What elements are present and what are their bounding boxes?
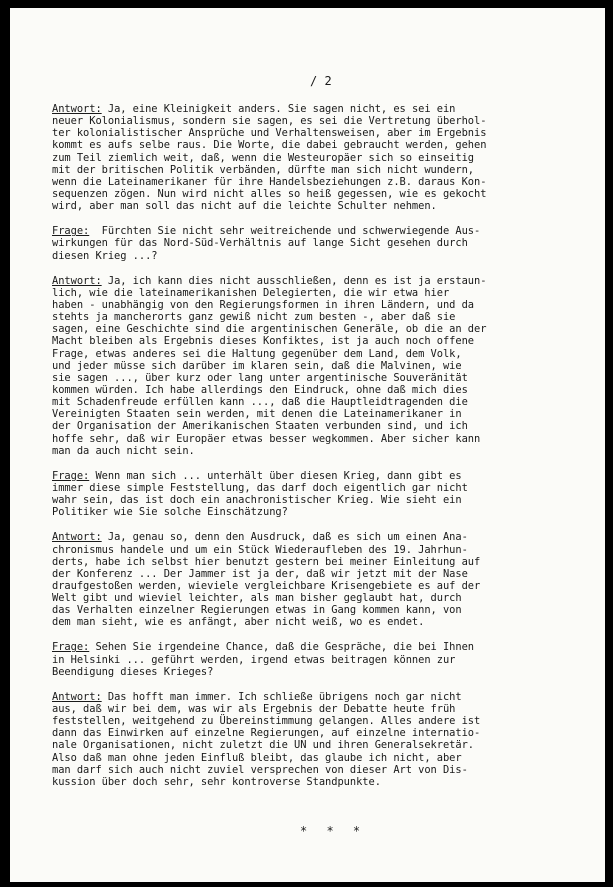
text-line xyxy=(52,470,572,482)
end-mark: * * * xyxy=(300,824,367,838)
text-line xyxy=(52,531,572,543)
text-line: ter kolonialistischer Ansprüche und Verhaltensweisen, aber im Ergebnis xyxy=(52,127,487,140)
speaker-label: Antwort: xyxy=(52,274,102,287)
text-line: wird, aber man soll das nicht auf die leichte Schulter nehmen. xyxy=(52,200,437,213)
paragraph xyxy=(52,531,572,628)
paragraph xyxy=(52,691,572,788)
line-text: Fürchten Sie nicht sehr weitreichende und schwerwiegende Aus- xyxy=(89,225,481,238)
speaker-label: Antwort: xyxy=(52,690,102,703)
text-line: stehts ja mancherorts ganz gewiß nicht zum besten -, aber daß sie xyxy=(52,311,456,324)
speaker-label: Antwort: xyxy=(52,531,102,544)
text-line: sequenzen zögen. Nun wird nicht alles so heiß gegessen, wie es gekocht xyxy=(52,187,487,200)
text-line: immer diese simple Feststellung, das darf doch eigentlich gar nicht xyxy=(52,481,468,494)
text-line: wirkungen für das Nord-Süd-Verhältnis auf lange Sicht gesehen durch xyxy=(52,237,468,250)
text-line: der Konferenz ... Der Jammer ist ja der, daß wir jetzt mit der Nase xyxy=(52,567,468,580)
text-line: nale Organisationen, nicht zuletzt die UN und ihren Generalsekretär. xyxy=(52,739,474,752)
text-line: Macht bleiben als Ergebnis dieses Konfiktes, ist ja auch noch offene xyxy=(52,335,474,348)
interview-text xyxy=(52,103,572,801)
text-line: haben - unabhängig von den Regierungsformen in ihren Ländern, und da xyxy=(52,298,474,311)
text-line: und jeder müsse sich darüber im klaren sein, daß die Malvinen, wie xyxy=(52,359,462,372)
document-page xyxy=(10,8,605,882)
text-line: wahr sein, das ist doch ein anachronistischer Krieg. Wie sieht ein xyxy=(52,494,462,507)
text-line: sagen, eine Geschichte sind die argentinischen Generäle, ob die an der xyxy=(52,323,487,336)
text-line: Beendigung dieses Krieges? xyxy=(52,665,214,678)
text-line: kommt es aufs selbe raus. Die Worte, die dabei gebraucht werden, gehen xyxy=(52,139,487,152)
text-line xyxy=(52,641,572,653)
text-line: Frage, etwas anderes sei die Haltung gegenüber dem Land, dem Volk, xyxy=(52,347,462,360)
line-text: Ja, ich kann dies nicht ausschließen, denn es ist ja erstaun- xyxy=(101,274,487,287)
text-line xyxy=(52,225,572,237)
text-line: draufgestoßen werden, wieviele vergleichbare Krisengebiete es auf der xyxy=(52,579,481,592)
text-line: man da auch nicht sein. xyxy=(52,444,195,457)
text-line xyxy=(52,103,572,115)
page-number: / 2 xyxy=(310,74,332,88)
line-text: Das hofft man immer. Ich schließe übrigens noch gar nicht xyxy=(101,690,462,703)
speaker-label: Frage: xyxy=(52,641,90,654)
text-line: Politiker wie Sie solche Einschätzung? xyxy=(52,506,288,519)
text-line: wenn die Lateinamerikaner für ihre Handelsbeziehungen z.B. daraus Kon- xyxy=(52,175,487,188)
text-line xyxy=(52,691,572,703)
text-line: lich, wie die lateinamerikanishen Delegierten, die wir etwa hier xyxy=(52,286,450,299)
text-line: mit der britischen Politik verbänden, dürfte man sich nicht wundern, xyxy=(52,163,474,176)
line-text: Wenn man sich ... unterhält über diesen Krieg, dann gibt es xyxy=(89,469,462,482)
text-line: dem man sieht, wie es anfängt, aber nicht weiß, wo es endet. xyxy=(52,616,425,629)
text-line: kussion über doch sehr, sehr kontroverse Standpunkte. xyxy=(52,775,381,788)
line-text: Sehen Sie irgendeine Chance, daß die Gespräche, die bei Ihnen xyxy=(89,641,474,654)
text-line: zum Teil ziemlich weit, daß, wenn die Westeuropäer sich so einseitig xyxy=(52,151,474,164)
text-line: das Verhalten einzelner Regierungen etwas in Gang kommen kann, von xyxy=(52,604,462,617)
paragraph xyxy=(52,641,572,677)
paragraph xyxy=(52,225,572,261)
text-line: dann das Einwirken auf einzelne Regierungen, auf einzelne internatio- xyxy=(52,727,481,740)
line-text: Ja, genau so, denn den Ausdruck, daß es sich um einen Ana- xyxy=(101,531,468,544)
paragraph xyxy=(52,103,572,212)
text-line: Vereinigten Staaten sein werden, mit denen die Lateinamerikaner in xyxy=(52,408,462,421)
text-line: Also daß man ohne jeden Einfluß bleibt, das glaube ich nicht, aber xyxy=(52,751,462,764)
text-line: chronismus handele und um ein Stück Wiederaufleben des 19. Jahrhun- xyxy=(52,543,468,556)
paragraph xyxy=(52,275,572,457)
text-line: sie sagen ..., über kurz oder lang unter argentinische Souveränität xyxy=(52,371,468,384)
speaker-label: Frage: xyxy=(52,225,90,238)
text-line: hoffe sehr, daß wir Europäer etwas besser wegkommen. Aber sicher kann xyxy=(52,432,481,445)
text-line: Welt gibt und wieviel leichter, als man bisher geglaubt hat, durch xyxy=(52,592,462,605)
line-text: Ja, eine Kleinigkeit anders. Sie sagen nicht, es sei ein xyxy=(101,103,456,115)
text-line: feststellen, weitgehend zu Übereinstimmung gelangen. Alles andere ist xyxy=(52,715,481,728)
text-line: der Organisation der Amerikanischen Staaten verbunden sind, und ich xyxy=(52,420,468,433)
text-line: aus, daß wir bei dem, was wir als Ergebnis der Debatte heute früh xyxy=(52,703,456,716)
text-line: neuer Kolonialismus, sondern sie sagen, es sei die Vertretung überhol- xyxy=(52,115,487,128)
text-line: derts, habe ich selbst hier benutzt gestern bei meiner Einleitung auf xyxy=(52,555,481,568)
speaker-label: Antwort: xyxy=(52,103,102,115)
speaker-label: Frage: xyxy=(52,469,90,482)
text-line xyxy=(52,275,572,287)
text-line: kommen würden. Ich habe allerdings den Eindruck, ohne daß mich dies xyxy=(52,383,468,396)
text-line: diesen Krieg ...? xyxy=(52,249,158,262)
text-line: man darf sich auch nicht zuviel versprechen von dieser Art von Dis- xyxy=(52,763,468,776)
text-line: mit Schadenfreude erfüllen kann ..., daß die Hauptleidtragenden die xyxy=(52,396,468,409)
text-line: in Helsinki ... geführt werden, irgend etwas beitragen können zur xyxy=(52,653,456,666)
paragraph xyxy=(52,470,572,519)
